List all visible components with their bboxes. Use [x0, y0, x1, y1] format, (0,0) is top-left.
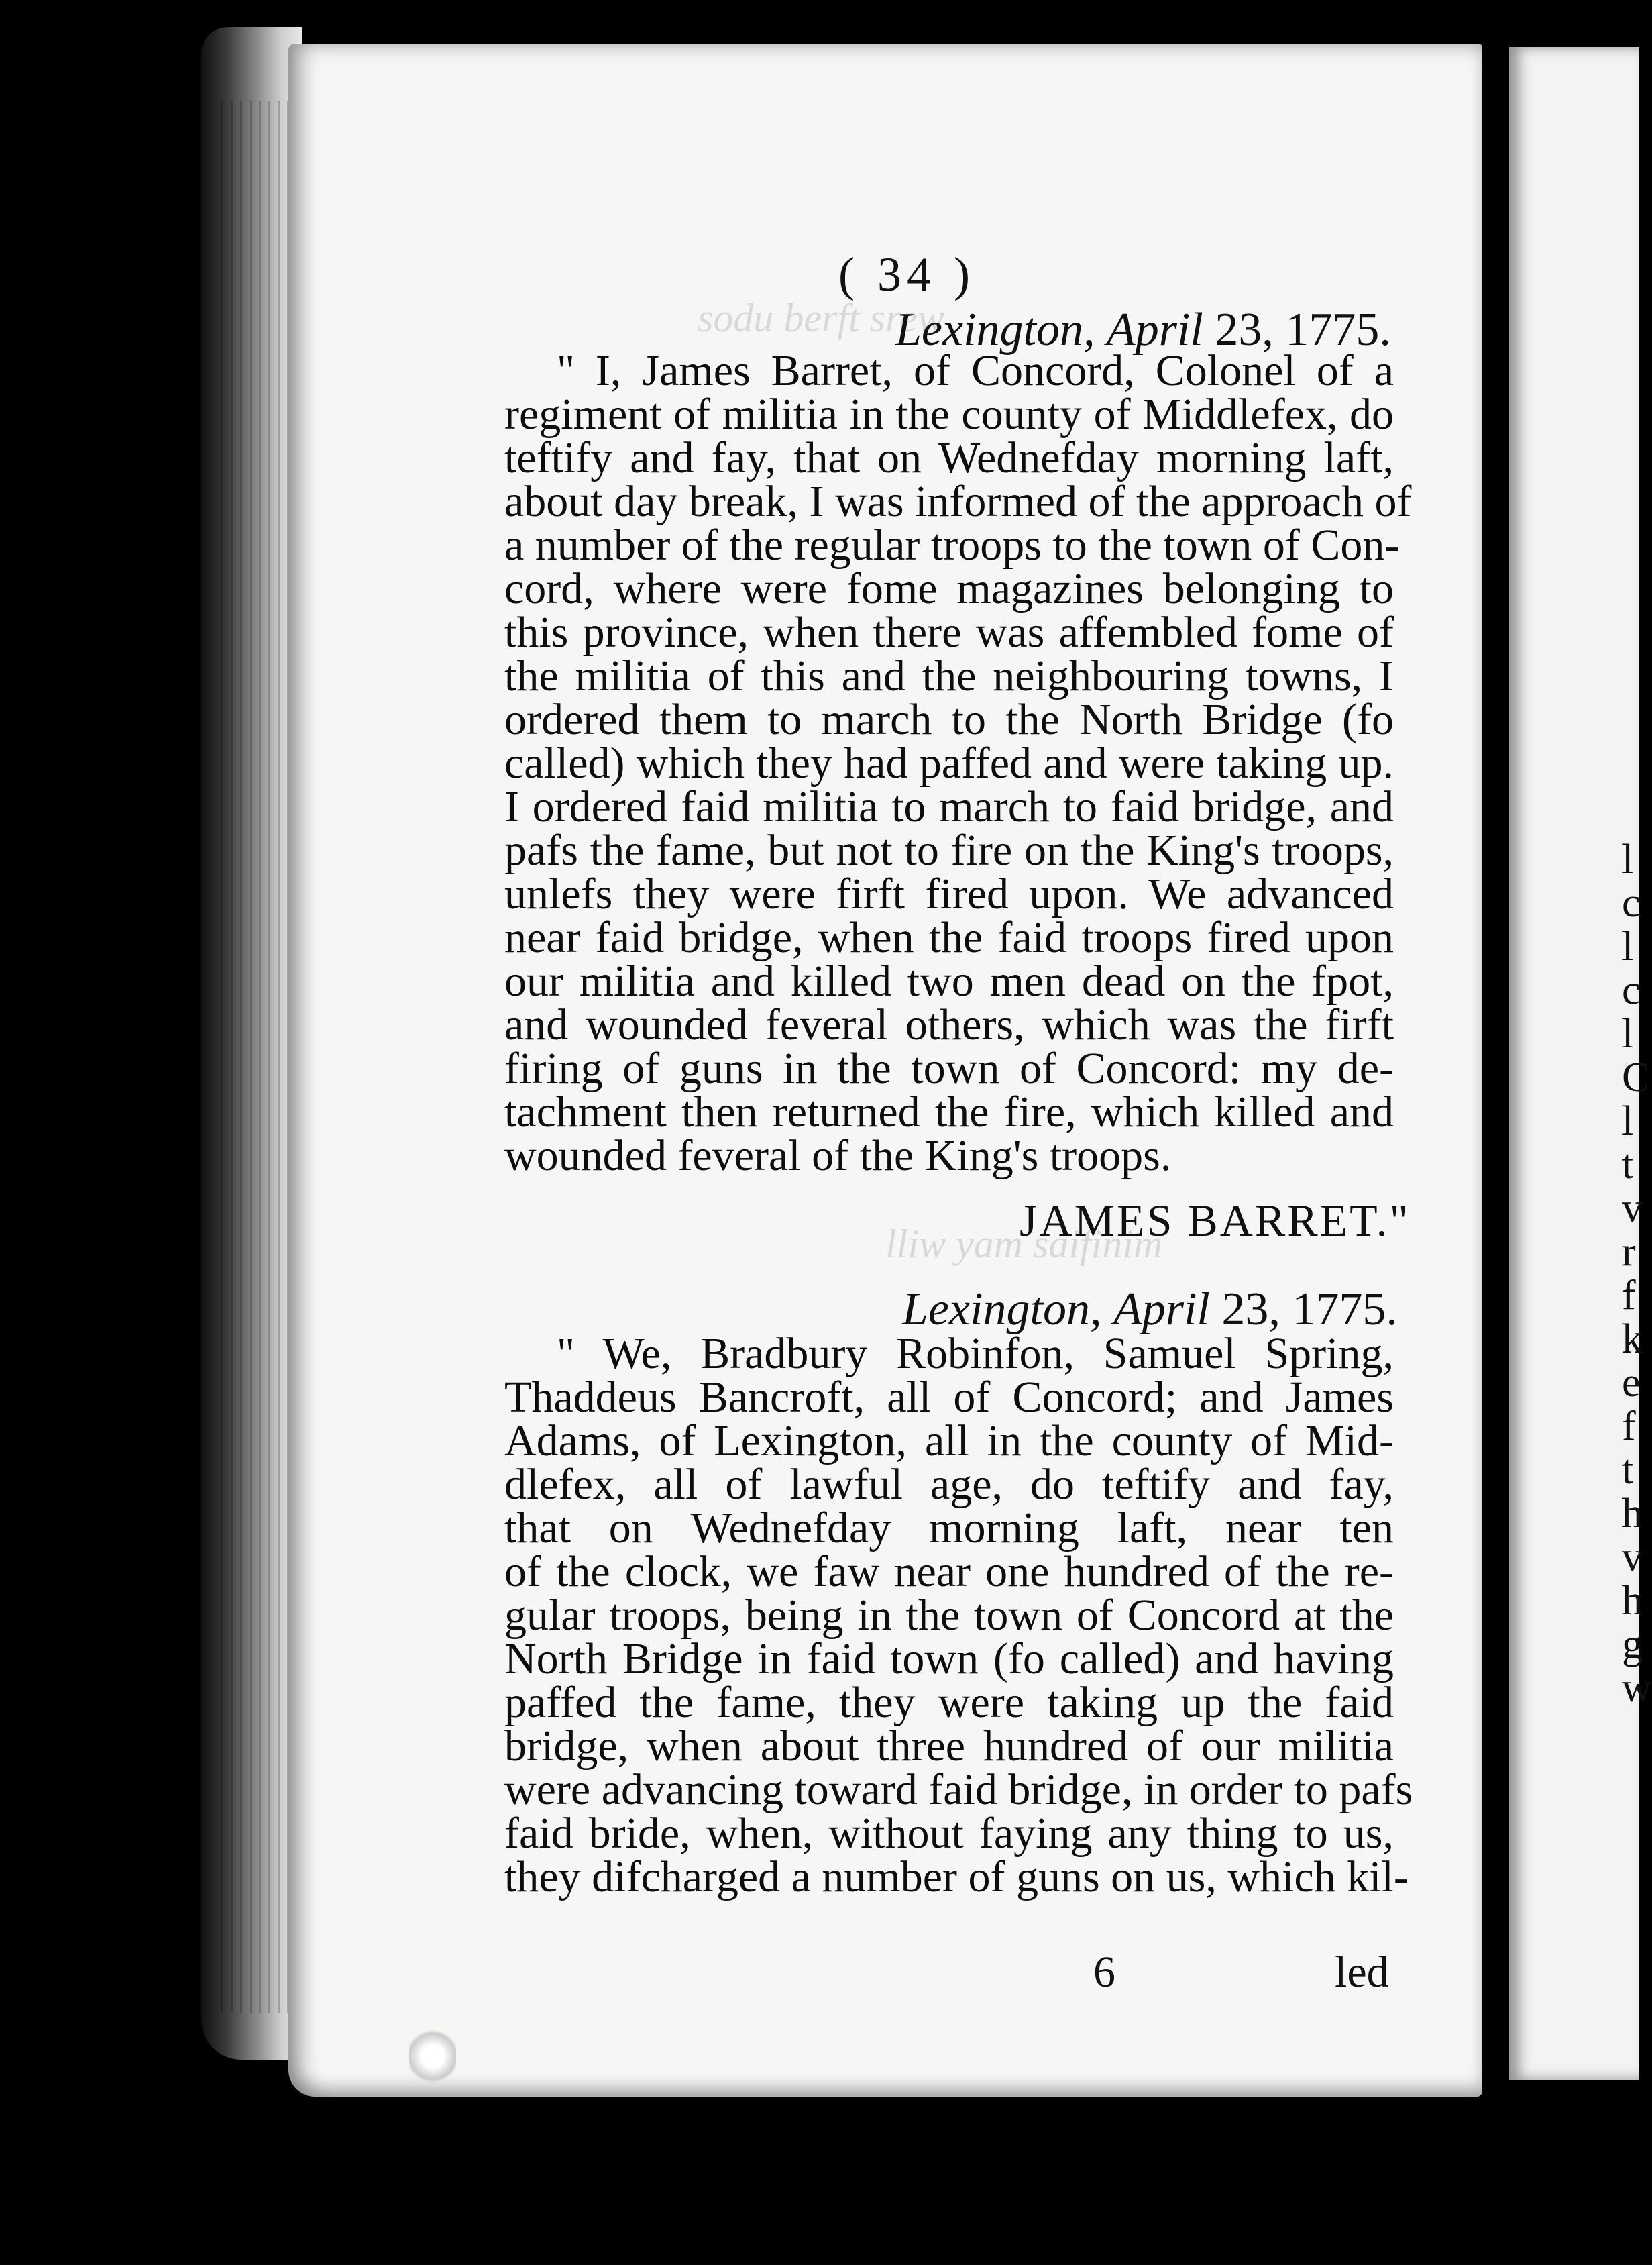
- page-edges: [221, 101, 288, 2013]
- text-line: this province, when there was affembled fome of: [504, 608, 1394, 657]
- text-line: paffed the fame, they were taking up the faid: [504, 1678, 1394, 1727]
- dateline-date: 23, 1775.: [1215, 304, 1391, 356]
- text-line: bridge, when about three hundred of our militia: [504, 1722, 1394, 1771]
- facing-page-line: f: [1622, 1404, 1636, 1449]
- facing-page: [1509, 47, 1639, 2080]
- facing-page-line: v: [1622, 1186, 1643, 1231]
- facing-page-line: t: [1622, 1447, 1634, 1493]
- facing-page-line: v: [1622, 1534, 1643, 1580]
- facing-page-line: t: [1622, 1142, 1634, 1188]
- signature-mark: 6: [1093, 1948, 1115, 1997]
- text-line: dlefex, all of lawful age, do teftify and fay,: [504, 1460, 1394, 1509]
- text-line: that on Wednefday morning laft, near ten: [504, 1504, 1394, 1552]
- text-line: a number of the regular troops to the town of Con-: [504, 521, 1400, 570]
- text-line: were advancing toward faid bridge, in order to pafs: [504, 1765, 1413, 1814]
- facing-page-line: l: [1622, 837, 1634, 882]
- text-line: Thaddeus Bancroft, all of Concord; and James: [504, 1373, 1394, 1422]
- text-line: tachment then returned the fire, which killed and: [504, 1088, 1394, 1137]
- facing-page-line: l: [1622, 1098, 1634, 1144]
- facing-page-line: k: [1622, 1316, 1643, 1362]
- text-line: North Bridge in faid town (fo called) and having: [504, 1634, 1394, 1683]
- text-line: called) which they had paffed and were taking up.: [504, 739, 1394, 788]
- dateline-2: [902, 1283, 1398, 1336]
- signature-james-barret: JAMES BARRET.": [1020, 1195, 1411, 1246]
- text-line: the militia of this and the neighbouring towns, I: [504, 651, 1394, 700]
- dateline-place: Lexington,: [902, 1283, 1102, 1335]
- facing-page-line: g: [1622, 1622, 1643, 1667]
- text-line: " I, James Barret, of Concord, Colonel of a: [557, 346, 1394, 395]
- text-line: gular troops, being in the town of Concord at the: [504, 1591, 1394, 1640]
- catchword: led: [1335, 1948, 1389, 1997]
- facing-page-line: h: [1622, 1491, 1643, 1536]
- facing-page-line: h: [1622, 1578, 1643, 1624]
- facing-page-line: w: [1622, 1665, 1652, 1711]
- facing-page-line: l: [1622, 924, 1634, 969]
- text-line: firing of guns in the town of Concord: my de-: [504, 1044, 1394, 1093]
- text-line: unlefs they were firft fired upon. We advanced: [504, 870, 1394, 918]
- text-line: " We, Bradbury Robinfon, Samuel Spring,: [557, 1329, 1394, 1378]
- dateline-month: April: [1113, 1283, 1210, 1335]
- facing-page-line: l: [1622, 1011, 1634, 1057]
- text-line: wounded feveral of the King's troops.: [504, 1131, 1172, 1180]
- text-line: and wounded feveral others, which was the firft: [504, 1000, 1394, 1049]
- text-line: I ordered faid militia to march to faid bridge, and: [504, 782, 1394, 831]
- dateline-month: April: [1106, 304, 1203, 356]
- text-line: faid bride, when, without faying any thing to us,: [504, 1809, 1394, 1858]
- text-line: of the clock, we faw near one hundred of the re-: [504, 1547, 1394, 1596]
- page-number-header: ( 34 ): [838, 248, 975, 301]
- facing-page-line: r: [1622, 1229, 1636, 1275]
- text-line: they difcharged a number of guns on us, which kil-: [504, 1852, 1409, 1901]
- show-through-text: sodu berft srew: [698, 296, 944, 340]
- text-line: teftify and fay, that on Wednefday morning laft,: [504, 433, 1394, 482]
- show-through-text: lliw yam saifinim: [885, 1222, 1163, 1266]
- facing-page-line: f: [1622, 1273, 1636, 1318]
- text-line: regiment of militia in the county of Middlefex, do: [504, 390, 1394, 439]
- text-line: cord, where were fome magazines belonging to: [504, 564, 1394, 613]
- facing-page-line: C: [1622, 1055, 1650, 1100]
- text-line: Adams, of Lexington, all in the county of Mid-: [504, 1416, 1394, 1465]
- facing-page-line: e: [1622, 1360, 1641, 1406]
- text-line: about day break, I was informed of the approach of: [504, 477, 1412, 526]
- text-line: near faid bridge, when the faid troops fired upon: [504, 913, 1394, 962]
- text-line: ordered them to march to the North Bridge (fo: [504, 695, 1394, 744]
- text-line: pafs the fame, but not to fire on the King's troops,: [504, 826, 1394, 875]
- paper-damage: [409, 2026, 456, 2087]
- text-line: our militia and killed two men dead on the fpot,: [504, 957, 1394, 1006]
- dateline-place: Lexington,: [895, 304, 1095, 356]
- facing-page-line: c: [1622, 967, 1641, 1013]
- facing-page-line: c: [1622, 880, 1641, 926]
- dateline-date: 23, 1775.: [1221, 1283, 1398, 1335]
